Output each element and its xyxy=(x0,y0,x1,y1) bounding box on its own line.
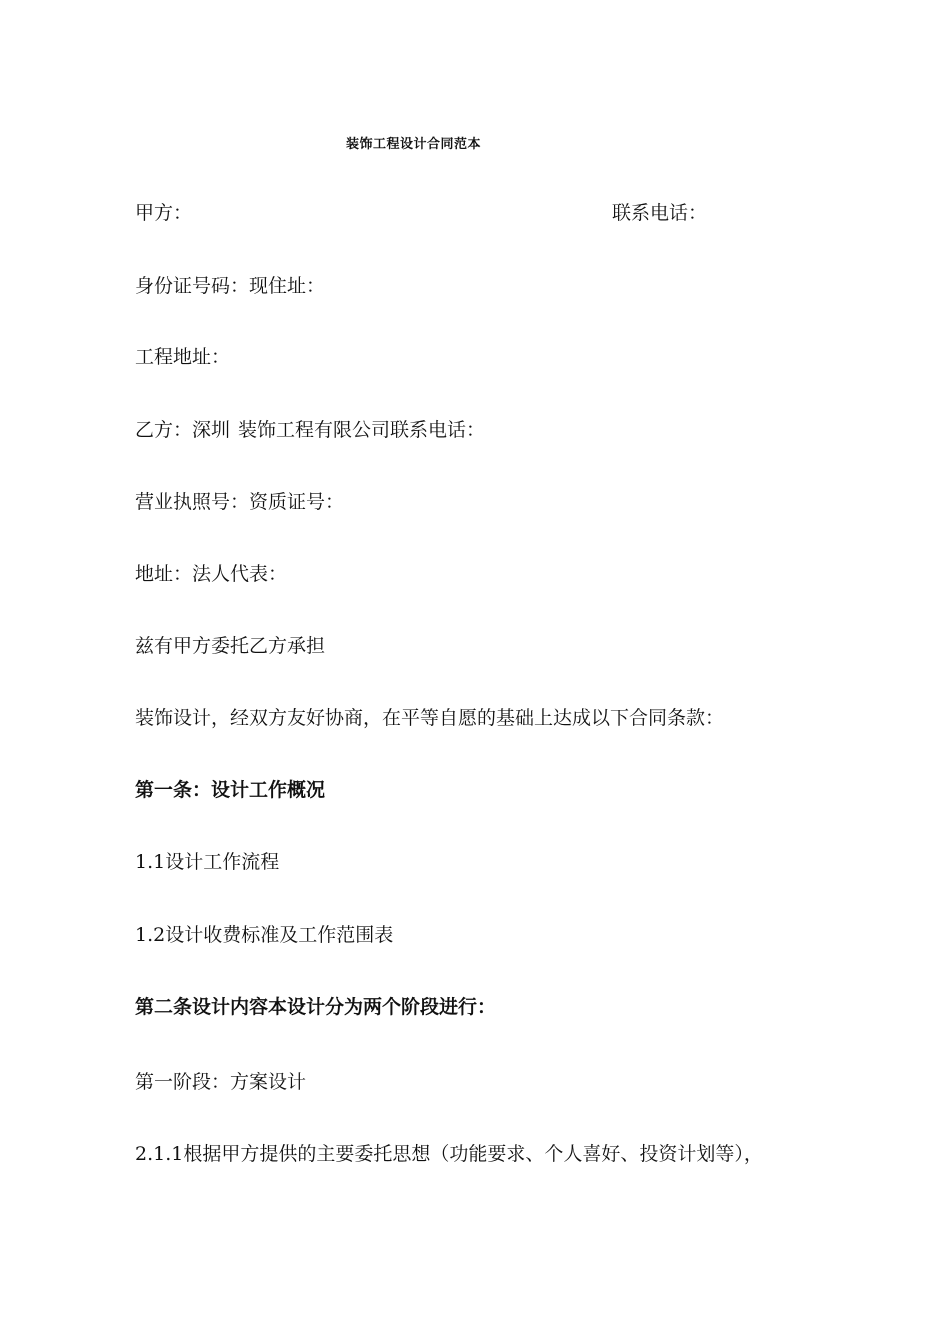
document-title: 装饰工程设计合同范本 xyxy=(346,137,482,152)
item-2-1-1: 2.1.1根据甲方提供的主要委托思想（功能要求、个人喜好、投资计划等）， xyxy=(135,1143,763,1165)
party-b-license: 营业执照号：资质证号： xyxy=(135,491,345,513)
party-a-phone-label: 联系电话： xyxy=(612,202,708,224)
stage-1-heading: 第一阶段：方案设计 xyxy=(135,1071,307,1093)
preamble-line-1: 兹有甲方委托乙方承担 xyxy=(135,635,326,657)
party-b-address-rep: 地址：法人代表： xyxy=(135,563,288,585)
party-b-line xyxy=(135,418,485,442)
party-b-prefix: 乙方：深圳 xyxy=(135,419,231,441)
article-1-item: 1.2设计收费标准及工作范围表 xyxy=(135,924,394,946)
party-a-label: 甲方： xyxy=(135,202,193,224)
project-address-label: 工程地址： xyxy=(135,346,231,368)
party-b-suffix: 装饰工程有限公司联系电话： xyxy=(238,419,486,441)
party-a-id-address: 身份证号码：现住址： xyxy=(135,275,326,297)
article-1-item: 1.1设计工作流程 xyxy=(135,851,280,873)
preamble-line-2: 装饰设计，经双方友好协商，在平等自愿的基础上达成以下合同条款： xyxy=(135,707,725,729)
article-2-heading: 第二条设计内容本设计分为两个阶段进行： xyxy=(135,996,497,1018)
article-1-heading: 第一条：设计工作概况 xyxy=(135,779,326,801)
